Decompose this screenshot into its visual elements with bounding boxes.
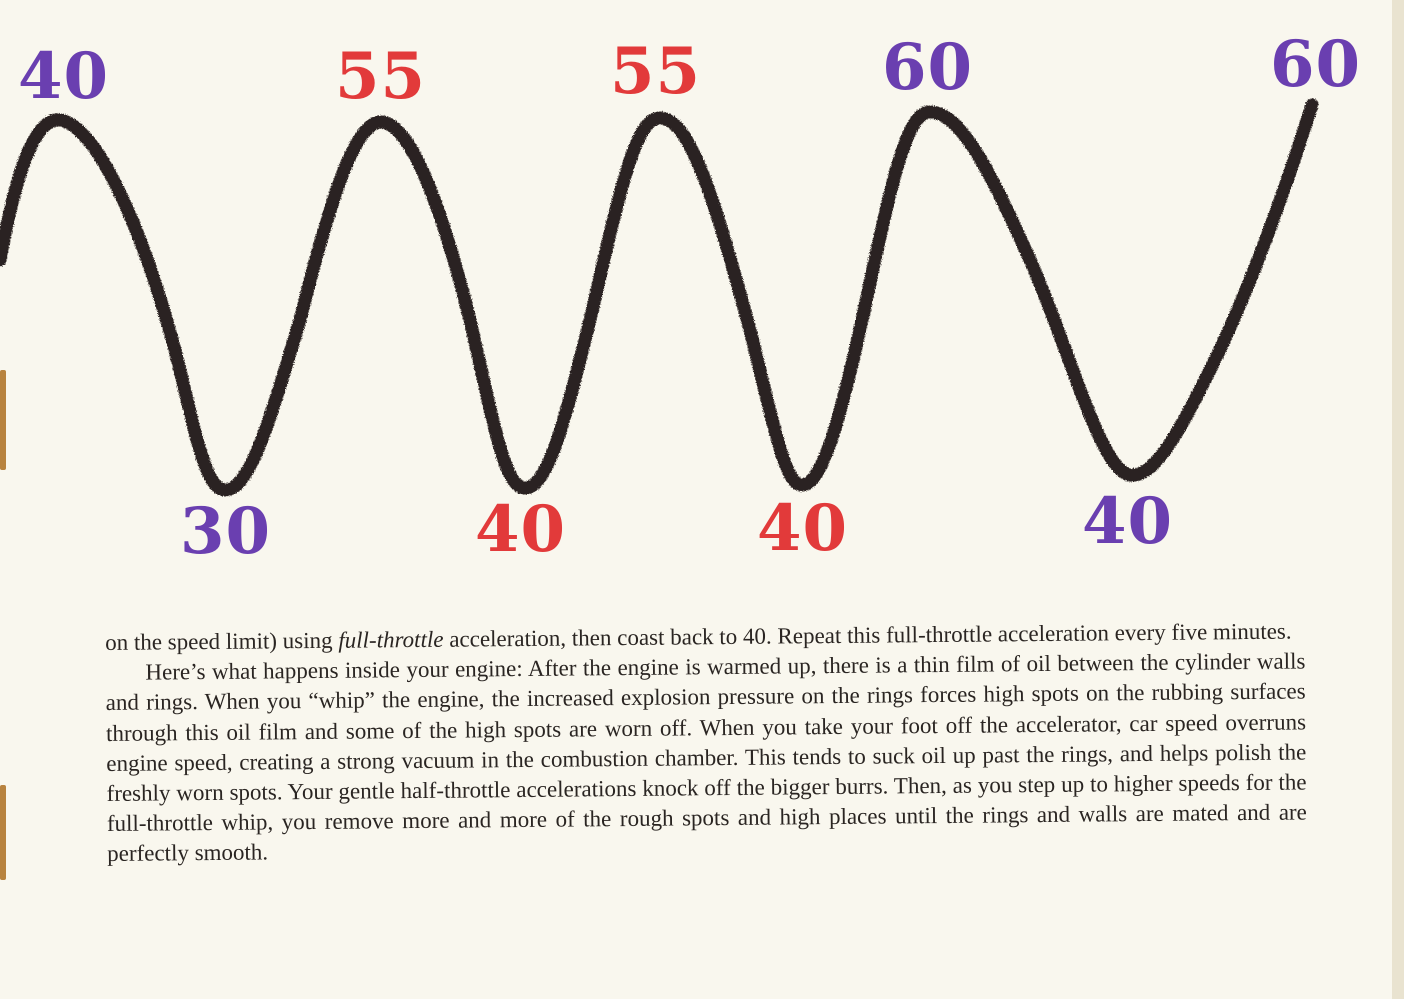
- speed-label-peak-2: 55: [335, 39, 427, 114]
- paragraph-2: Here’s what happens inside your engine: After the engine is warmed up, there is a thin film of oil between the cylinder walls and rings. When you “whip” the engine, the increased explosion pressure on the rings forces high spots on the rubbing surfaces through this oil film and some of the high spots are worn off. When you take your foot off the accelerator, car speed overruns engine speed, creating a strong vacuum in the combustion chamber. This tends to suck oil up past the rings, and helps polish the freshly worn spots. Your gentle half-throttle accelerations knock off the bigger burrs. Then, as you step up to higher speeds for the full-throttle whip, you remove more and more of the rough spots and high places until the rings and walls are mated and are perfectly smooth.: [105, 648, 1307, 867]
- binding-staple-mark-2: [0, 785, 6, 880]
- speed-label-trough-1: 30: [180, 494, 272, 569]
- speed-label-trough-2: 40: [475, 492, 567, 567]
- speed-label-trough-4: 40: [1082, 484, 1174, 559]
- paragraph-1-emphasis: full-throttle: [338, 626, 444, 653]
- paragraph-1-end: acceleration, then coast back to 40. Repeat this full-throttle acceleration every five minutes.: [443, 618, 1292, 652]
- binding-staple-mark-1: [0, 370, 6, 470]
- body-text: [105, 616, 1307, 869]
- speed-label-peak-5: 60: [1270, 27, 1362, 102]
- speed-label-peak-3: 55: [610, 34, 702, 109]
- page-edge: [1392, 0, 1404, 999]
- paragraph-1-start: on the speed limit) using: [105, 627, 339, 655]
- speed-label-peak-1: 40: [18, 39, 110, 114]
- speed-label-peak-4: 60: [882, 30, 974, 105]
- speed-label-trough-3: 40: [757, 491, 849, 566]
- speed-wave-line: [0, 105, 1312, 490]
